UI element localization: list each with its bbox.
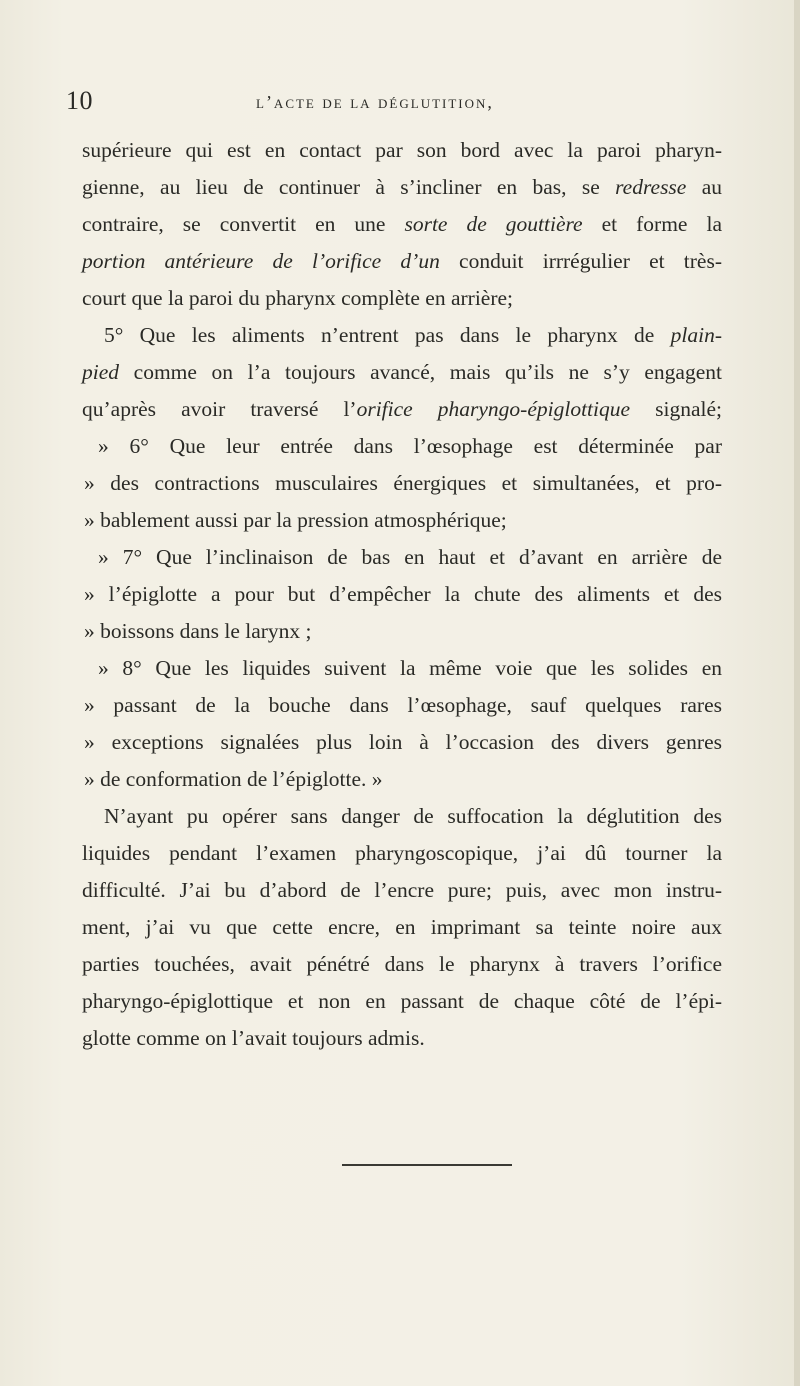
text-line: » 6° Que leur entrée dans l’œsophage est déterminée par [98, 434, 722, 458]
body-text [82, 132, 722, 1057]
text-line: pharyngo-épiglottique et non en passant de chaque côté de l’épi- [82, 989, 722, 1013]
text-line: portion antérieure de l’orifice d’un conduit irrrégulier et très- [82, 249, 722, 273]
page-header [66, 86, 746, 116]
text-line: » des contractions musculaires énergiques et simultanées, et pro- [84, 471, 722, 495]
text-line: gienne, au lieu de continuer à s’incliner en bas, se redresse au [82, 175, 722, 199]
text-line: court que la paroi du pharynx complète en arrière; [82, 286, 514, 310]
text-line: contraire, se convertit en une sorte de gouttière et forme la [82, 212, 722, 236]
text-line: » exceptions signalées plus loin à l’occasion des divers genres [84, 730, 722, 754]
text-line: » 8° Que les liquides suivent la même voie que les solides en [98, 656, 722, 680]
text-line: liquides pendant l’examen pharyngoscopique, j’ai dû tourner la [82, 841, 722, 865]
running-head: l’acte de la déglutition, [256, 92, 494, 112]
text-line: pied comme on l’a toujours avancé, mais qu’ils ne s’y engagent [82, 360, 722, 384]
page-number: 10 [66, 86, 93, 115]
text-line: 5° Que les aliments n’entrent pas dans le pharynx de plain- [104, 323, 722, 347]
text-line: » 7° Que l’inclinaison de bas en haut et d’avant en arrière de [98, 545, 722, 569]
text-line: » passant de la bouche dans l’œsophage, sauf quelques rares [84, 693, 722, 717]
section-divider-rule [342, 1164, 512, 1166]
text-line: » boissons dans le larynx ; [84, 619, 312, 643]
text-line: ment, j’ai vu que cette encre, en imprimant sa teinte noire aux [82, 915, 722, 939]
page-edge [794, 0, 800, 1386]
text-line: parties touchées, avait pénétré dans le pharynx à travers l’orifice [82, 952, 722, 976]
text-line: qu’après avoir traversé l’orifice pharyngo-épiglottique signalé; [82, 397, 722, 421]
text-line: » de conformation de l’épiglotte. » [84, 767, 383, 791]
text-line: » l’épiglotte a pour but d’empêcher la chute des aliments et des [84, 582, 722, 606]
text-line: difficulté. J’ai bu d’abord de l’encre pure; puis, avec mon instru- [82, 878, 722, 902]
text-line: supérieure qui est en contact par son bord avec la paroi pharyn- [82, 138, 722, 162]
text-line: N’ayant pu opérer sans danger de suffocation la déglutition des [104, 804, 722, 828]
text-line: » bablement aussi par la pression atmosphérique; [84, 508, 507, 532]
text-line: glotte comme on l’avait toujours admis. [82, 1026, 425, 1050]
